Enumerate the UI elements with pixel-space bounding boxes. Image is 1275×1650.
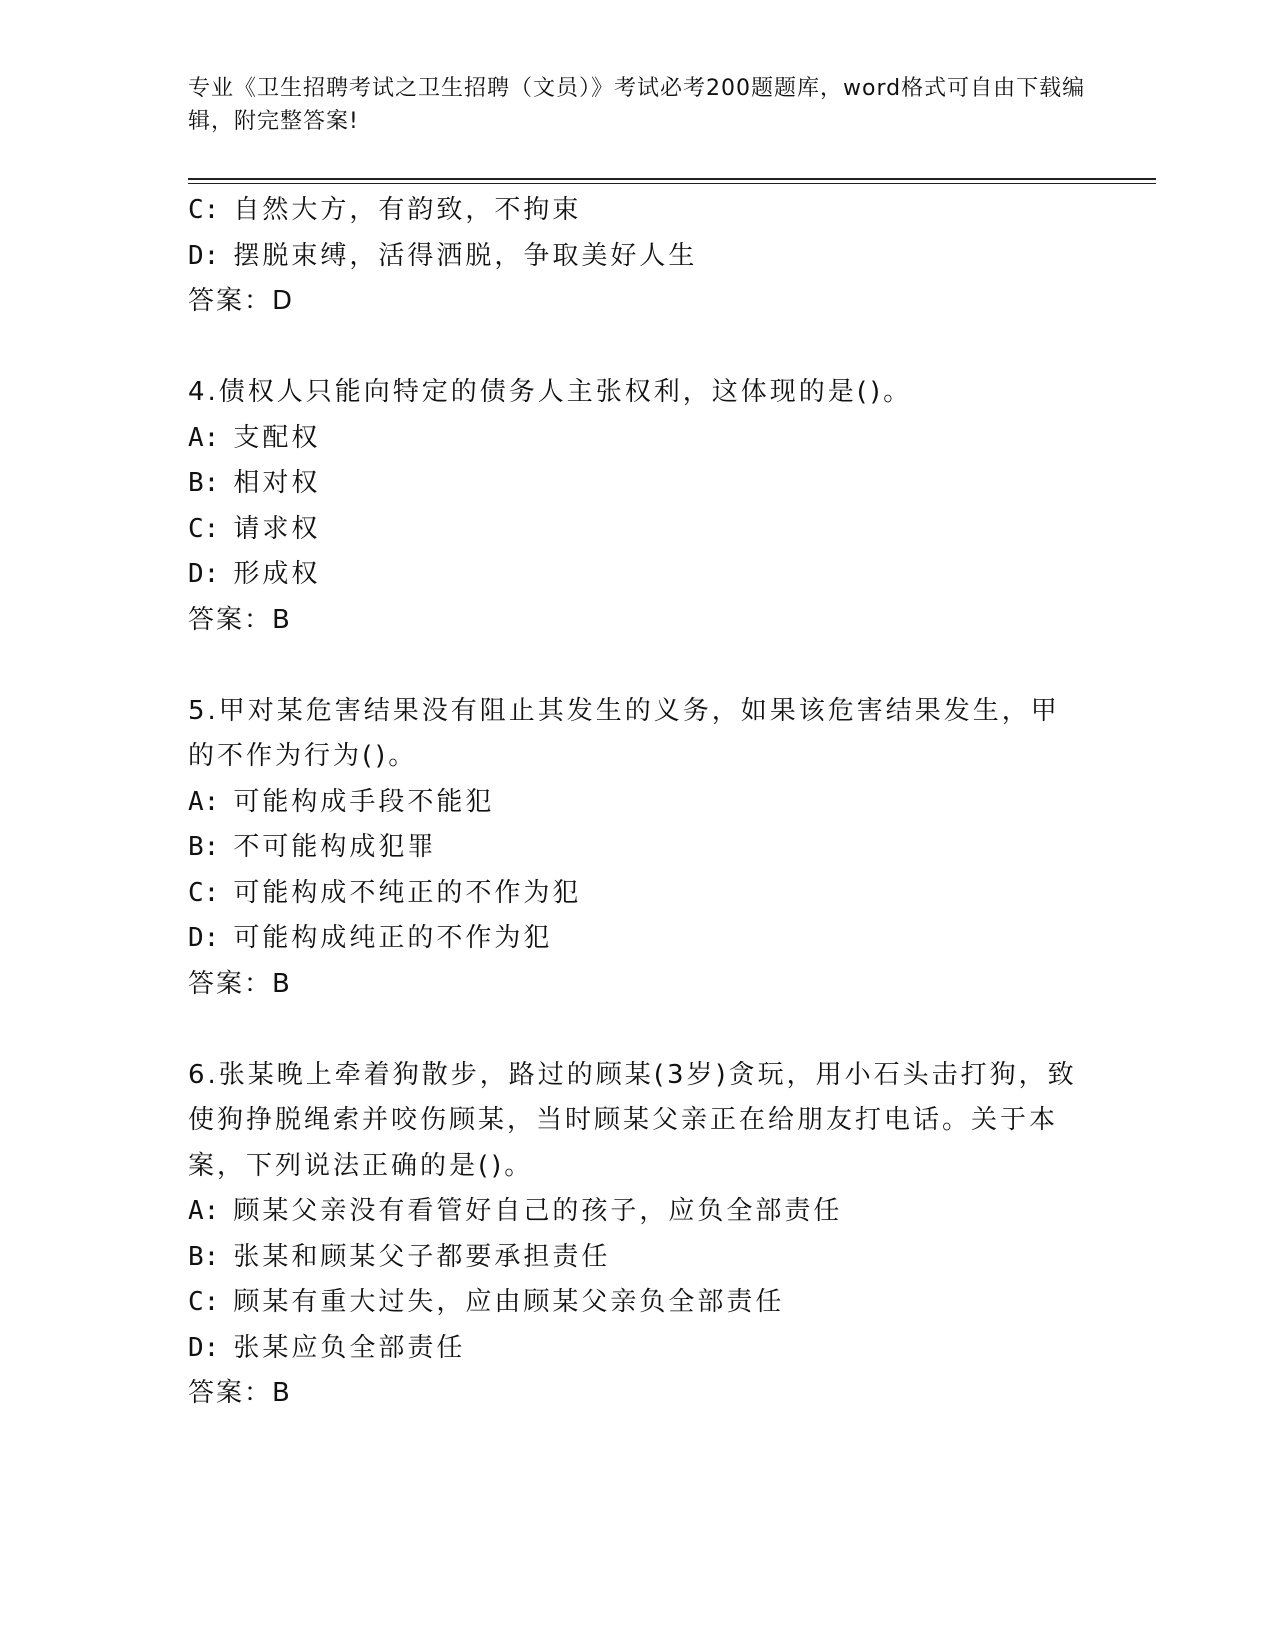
option-label: C: bbox=[188, 877, 220, 908]
option-text: 形成权 bbox=[233, 559, 321, 589]
option-d bbox=[188, 552, 1088, 598]
answer-line: 答案：D bbox=[188, 286, 295, 316]
option-text: 自然大方，有韵致，不拘束 bbox=[233, 195, 582, 225]
question-block-4 bbox=[188, 370, 1088, 643]
option-label: A: bbox=[188, 786, 220, 817]
option-text: 相对权 bbox=[233, 468, 321, 498]
answer-line: 答案：B bbox=[188, 604, 292, 635]
option-d bbox=[188, 234, 1088, 280]
option-d bbox=[188, 916, 1088, 962]
option-c bbox=[188, 188, 1088, 234]
question-text: 4.债权人只能向特定的债务人主张权利，这体现的是()。 bbox=[188, 377, 913, 407]
option-a bbox=[188, 1189, 1088, 1235]
option-label: D: bbox=[188, 240, 220, 271]
page-header: 专业《卫生招聘考试之卫生招聘（文员）》考试必考200题题库，word格式可自由下载编辑，附完整答案! bbox=[188, 76, 1086, 134]
option-label: C: bbox=[188, 1287, 220, 1317]
option-d bbox=[188, 1326, 1088, 1372]
option-label: B: bbox=[188, 832, 220, 862]
option-c bbox=[188, 507, 1088, 553]
header-divider-thin bbox=[188, 183, 1156, 184]
option-b bbox=[188, 825, 1088, 871]
option-text: 张某和顾某父子都要承担责任 bbox=[233, 1241, 611, 1272]
spacer bbox=[188, 643, 1088, 689]
answer-line: 答案：B bbox=[188, 1378, 292, 1408]
question-text: 6.张某晚上牵着狗散步，路过的顾某(3岁)贪玩，用小石头击打狗，致使狗挣脱绳索并咬伤顾某，当时顾某父亲正在给朋友打电话。关于本案，下列说法正确的是()。 bbox=[188, 1059, 1077, 1181]
option-label: A: bbox=[188, 422, 220, 453]
answer-line: 答案：B bbox=[188, 968, 292, 999]
option-label: D: bbox=[188, 559, 220, 589]
option-text: 可能构成纯正的不作为犯 bbox=[233, 923, 553, 953]
option-c bbox=[188, 871, 1088, 917]
option-b bbox=[188, 461, 1088, 507]
option-c bbox=[188, 1280, 1088, 1326]
option-text: 顾某父亲没有看管好自己的孩子，应负全部责任 bbox=[233, 1196, 843, 1226]
header-divider-thick bbox=[188, 178, 1156, 180]
option-label: B: bbox=[188, 468, 220, 498]
option-label: A: bbox=[188, 1196, 220, 1226]
option-label: C: bbox=[188, 195, 220, 225]
option-label: D: bbox=[188, 923, 220, 953]
option-text: 请求权 bbox=[233, 513, 321, 544]
question-block-6 bbox=[188, 1053, 1088, 1417]
option-text: 摆脱束缚，活得洒脱，争取美好人生 bbox=[233, 240, 698, 271]
option-label: D: bbox=[188, 1332, 220, 1363]
option-b bbox=[188, 1235, 1088, 1281]
question-text: 5.甲对某危害结果没有阻止其发生的义务，如果该危害结果发生，甲的不作为行为()。 bbox=[188, 695, 1060, 771]
option-a bbox=[188, 780, 1088, 826]
option-label: C: bbox=[188, 513, 220, 544]
option-text: 可能构成不纯正的不作为犯 bbox=[233, 877, 582, 908]
option-text: 可能构成手段不能犯 bbox=[233, 786, 495, 817]
spacer bbox=[188, 325, 1088, 371]
option-text: 支配权 bbox=[233, 422, 321, 453]
question-list bbox=[188, 188, 1088, 1417]
question-block-5 bbox=[188, 689, 1088, 1008]
option-text: 张某应负全部责任 bbox=[233, 1332, 466, 1363]
option-label: B: bbox=[188, 1241, 220, 1272]
option-text: 不可能构成犯罪 bbox=[233, 832, 437, 862]
spacer bbox=[188, 1007, 1088, 1053]
option-text: 顾某有重大过失，应由顾某父亲负全部责任 bbox=[233, 1287, 785, 1317]
option-a bbox=[188, 416, 1088, 462]
question-block-continued bbox=[188, 188, 1088, 325]
